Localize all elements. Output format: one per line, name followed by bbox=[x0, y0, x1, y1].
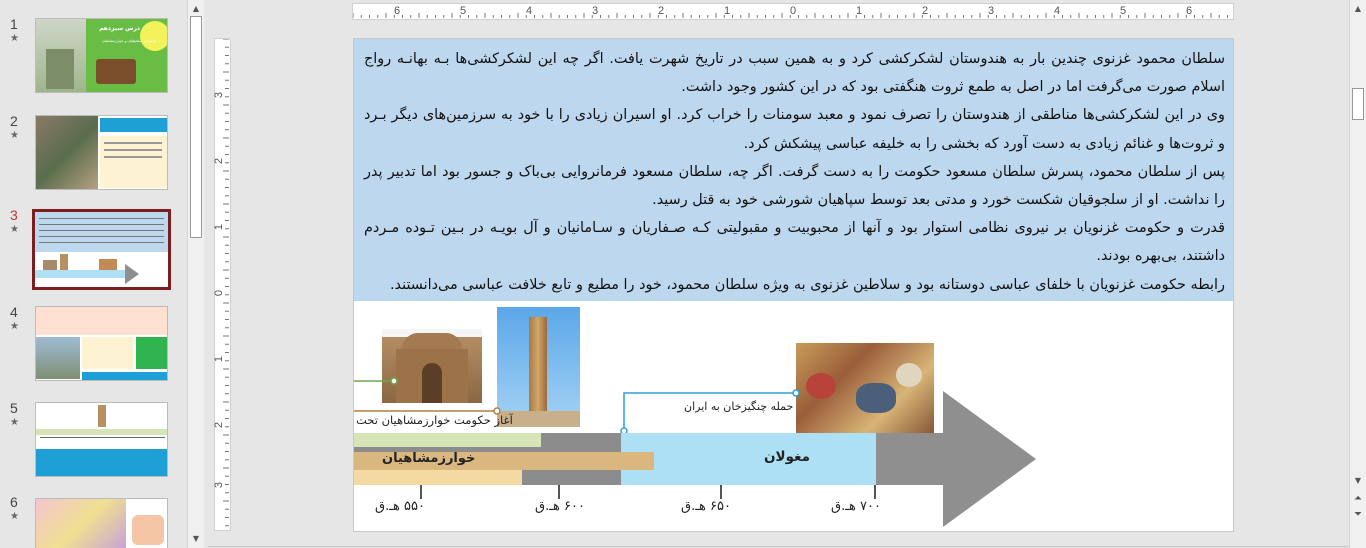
ruler-label: 3 bbox=[591, 5, 599, 17]
slide-number: 2 bbox=[10, 113, 18, 129]
ruler-label: 0 bbox=[789, 5, 797, 17]
scroll-down-arrow-icon[interactable]: ▼ bbox=[1354, 476, 1362, 485]
ruler-label: 2 bbox=[213, 157, 226, 165]
ruler-label: 5 bbox=[1119, 5, 1127, 17]
khwarazm-band-label: خوارزمشاهیان bbox=[382, 451, 476, 466]
slide-thumbnail-5[interactable] bbox=[35, 402, 168, 477]
year-label: ۶۵۰ هـ.ق bbox=[681, 499, 731, 514]
year-label: ۶۰۰ هـ.ق bbox=[535, 499, 585, 514]
animation-star-icon: ★ bbox=[10, 417, 19, 428]
slide-thumbnail-6[interactable] bbox=[35, 498, 168, 548]
thumbnail-scrollbar[interactable] bbox=[187, 0, 204, 548]
slide-thumbnail-4[interactable] bbox=[35, 306, 168, 381]
khwarazm-start-label: آغاز حکومت خوارزمشاهیان تحت bbox=[356, 413, 513, 427]
slide-thumbnail-3-selected[interactable] bbox=[32, 209, 171, 290]
slide-canvas[interactable] bbox=[353, 38, 1234, 532]
timeline-graphic[interactable] bbox=[354, 301, 1234, 532]
genghis-invasion-label: حمله چنگیزخان به ایران bbox=[684, 400, 794, 413]
vertical-ruler[interactable] bbox=[214, 38, 231, 531]
ruler-label: 6 bbox=[1185, 5, 1193, 17]
mongol-band-label: مغولان bbox=[764, 449, 811, 465]
animation-star-icon: ★ bbox=[10, 130, 19, 141]
gray-band bbox=[541, 433, 621, 447]
editor-bottom-edge bbox=[208, 546, 1348, 547]
paragraph: رابطه حکومت غزنویان با خلفای عباسی دوستانه بود و سلاطین غزنوی به ویژه سلطان محمود، خود را مطیع و تابع خلافت عباسی می‌دانستند. bbox=[389, 276, 1225, 293]
scroll-down-arrow-icon[interactable]: ▼ bbox=[192, 534, 200, 543]
slide-thumbnail-2[interactable] bbox=[35, 115, 168, 190]
thumbnail-subtitle: غزنویان، سلجوقیان و خوارزمشاهیان bbox=[101, 39, 156, 43]
ruler-label: 0 bbox=[213, 289, 226, 297]
arrow-body bbox=[876, 433, 944, 485]
timeline-tick bbox=[558, 485, 560, 499]
animation-star-icon: ★ bbox=[10, 511, 19, 522]
timeline-tick bbox=[874, 485, 876, 499]
ruler-label: 1 bbox=[213, 355, 226, 363]
animation-star-icon: ★ bbox=[10, 321, 19, 332]
slide-scrollbar[interactable] bbox=[1349, 0, 1366, 548]
ruler-label: 3 bbox=[213, 481, 226, 489]
ruler-label: 6 bbox=[393, 5, 401, 17]
ruler-label: 1 bbox=[723, 5, 731, 17]
ruler-label: 4 bbox=[525, 5, 533, 17]
slide-number: 5 bbox=[10, 400, 18, 416]
slide-number: 3 bbox=[10, 207, 18, 223]
paragraph: وی در این لشکرکشی‌ها مناطقی از هندوستان را تصرف نمود و معبد سومنات را خراب کرد. او اسیران زیادی را با خود به سرزمین‌های دیگر بـرد و ثروت‌ها و غنائم زیادی به دست آورد که بخشی را به خلیفه عباسی پیشکش کرد. bbox=[364, 107, 1225, 152]
thumbnail-scroll-thumb[interactable] bbox=[190, 16, 202, 238]
paragraph: پس از سلطان محمود، پسرش سلطان مسعود حکومت را به دست گرفت. اگر چه، سلطان مسعود فرمانروایی بی‌باک و جسور بود اما تدبیر پدر را نداشت. او از سلجوقیان شکست خورد و مدتی بعد توسط سپاهیان شورشی خود به قتل رسید. bbox=[364, 163, 1225, 209]
animation-star-icon: ★ bbox=[10, 224, 19, 235]
timeline-tick bbox=[420, 485, 422, 499]
slide-thumbnail-pane bbox=[0, 0, 186, 548]
ruler-label: 1 bbox=[213, 223, 226, 231]
thumbnail-title: درس سیزدهم bbox=[99, 25, 140, 32]
ruler-label: 5 bbox=[459, 5, 467, 17]
mongol-band bbox=[621, 433, 876, 485]
animation-star-icon: ★ bbox=[10, 33, 19, 44]
slide-thumbnail-1[interactable] bbox=[35, 18, 168, 93]
ruler-label: 2 bbox=[657, 5, 665, 17]
ruler-label: 1 bbox=[855, 5, 863, 17]
year-label: ۵۵۰ هـ.ق bbox=[375, 499, 425, 514]
ruler-label: 3 bbox=[987, 5, 995, 17]
scroll-up-arrow-icon[interactable]: ▲ bbox=[1354, 4, 1362, 13]
timeline-arrow-head bbox=[943, 391, 1036, 527]
slide-number: 6 bbox=[10, 494, 18, 510]
previous-slide-icon[interactable]: ⏶ bbox=[1354, 493, 1362, 504]
ruler-ticks bbox=[215, 39, 232, 531]
slide-number: 4 bbox=[10, 304, 18, 320]
ruler-label: 3 bbox=[213, 91, 226, 99]
next-slide-icon[interactable]: ⏷ bbox=[1354, 509, 1362, 520]
timeline-tick bbox=[720, 485, 722, 499]
scroll-up-arrow-icon[interactable]: ▲ bbox=[192, 4, 200, 13]
khwarazm-light-band bbox=[354, 470, 522, 485]
horizontal-ruler[interactable] bbox=[352, 3, 1234, 20]
ruler-label: 4 bbox=[1053, 5, 1061, 17]
ruler-label: 2 bbox=[921, 5, 929, 17]
ruler-label: 2 bbox=[213, 421, 226, 429]
paragraph: سلطان محمود غزنوی چندین بار به هندوستان لشکرکشی کرد و به همین سبب در تاریخ شهرت یافت. اگر چه این لشکرکشی‌ها بـه بهانـه رواج اسلام صورت می‌گرفت اما در اصل به طمع ثروت هنگفتی بود که در این کشور وجود داشت. bbox=[364, 51, 1225, 96]
slide-number: 1 bbox=[10, 16, 18, 32]
slide-scroll-thumb[interactable] bbox=[1352, 88, 1364, 120]
slide-text-box[interactable] bbox=[354, 39, 1234, 301]
khwarazm-green-band bbox=[354, 433, 541, 447]
paragraph: قدرت و حکومت غزنویان بر نیروی نظامی استوار بود و آنها از محبوبیت و مقبولیتی کـه صـفاریان و سـامانیان و آل بویـه در بـین تـوده مـردم داشتند، بی‌بهره بودند. bbox=[364, 220, 1225, 265]
year-label: ۷۰۰ هـ.ق bbox=[831, 499, 881, 514]
